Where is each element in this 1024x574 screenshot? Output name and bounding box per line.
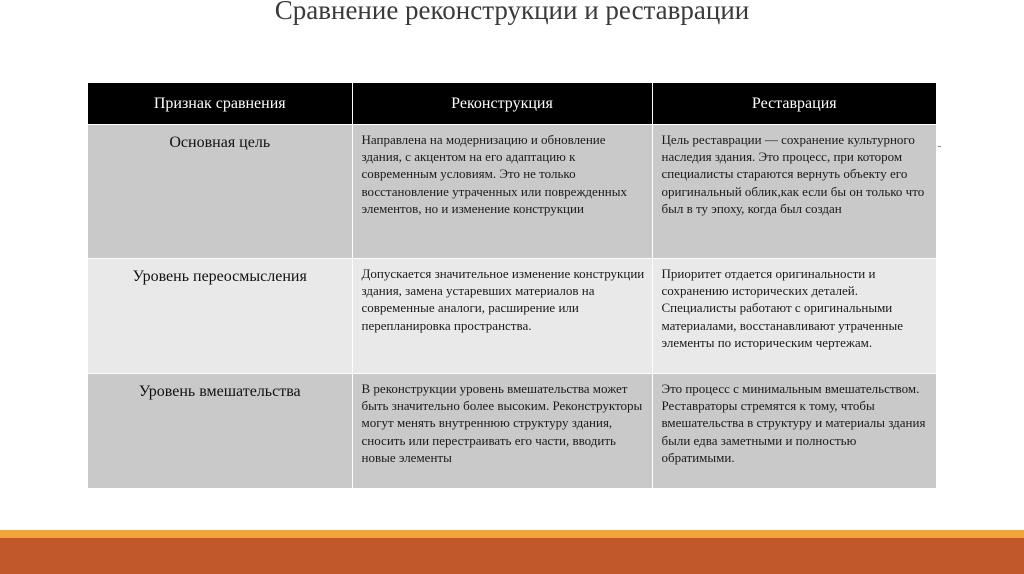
- restoration-intervention-level: Это процесс с минимальным вмешательством. Реставраторы стремятся к тому, чтобы вмешательства в структуру и материалы здания были едва заметными и полностью обратимыми.: [661, 381, 926, 465]
- criterion-intervention-level: Уровень вмешательства: [138, 383, 301, 400]
- reconstruction-cell: [352, 259, 652, 374]
- restoration-main-goal: Цель реставрации — сохранение культурного наследия здания. Это процесс, при котором специалисты стараются вернуть объекту его оригинальный облик,как если бы он только что был в ту эпоху, когда был создан: [661, 132, 925, 216]
- restoration-cell: [652, 259, 936, 374]
- slide-title: Сравнение реконструкции и реставрации: [274, 0, 750, 25]
- reconstruction-cell: [352, 125, 652, 259]
- criterion-main-goal: Основная цель: [169, 134, 271, 151]
- table-row: [88, 125, 936, 259]
- footer-stripe-dark: [0, 538, 1024, 574]
- footer-stripe-light: [0, 530, 1024, 538]
- header-reconstruction: Реконструкция: [352, 83, 652, 125]
- criterion-cell: [88, 125, 352, 259]
- criterion-rethinking-level: Уровень переосмысления: [132, 268, 307, 285]
- reconstruction-cell: [352, 374, 652, 489]
- table-row: [88, 259, 936, 374]
- reconstruction-main-goal: Направлена на модернизацию и обновление здания, с акцентом на его адаптацию к современным условиям. Это не только восстановление утраченных или поврежденных элементов, но и изменение конструкции: [361, 132, 627, 216]
- decorative-dot: [938, 146, 941, 147]
- table-header-row: [88, 83, 936, 125]
- header-criterion: Признак сравнения: [88, 83, 352, 125]
- restoration-cell: [652, 125, 936, 259]
- restoration-cell: [652, 374, 936, 489]
- criterion-cell: [88, 374, 352, 489]
- header-restoration: Реставрация: [652, 83, 936, 125]
- table-row: [88, 374, 936, 489]
- restoration-rethinking-level: Приоритет отдается оригинальности и сохранению исторических деталей. Специалисты работают с оригинальными материалами, восстанавливают утраченные элементы по историческим чертежам.: [661, 266, 903, 350]
- criterion-cell: [88, 259, 352, 374]
- reconstruction-intervention-level: В реконструкции уровень вмешательства может быть значительно более высоким. Реконструкторы могут менять внутреннюю структуру здания, сносить или перестраивать его части, вводить новые элементы: [361, 381, 643, 465]
- reconstruction-rethinking-level: Допускается значительное изменение конструкции здания, замена устаревших материалов на современные аналоги, расширение или перепланировка пространства.: [361, 266, 645, 333]
- comparison-table: [88, 83, 936, 488]
